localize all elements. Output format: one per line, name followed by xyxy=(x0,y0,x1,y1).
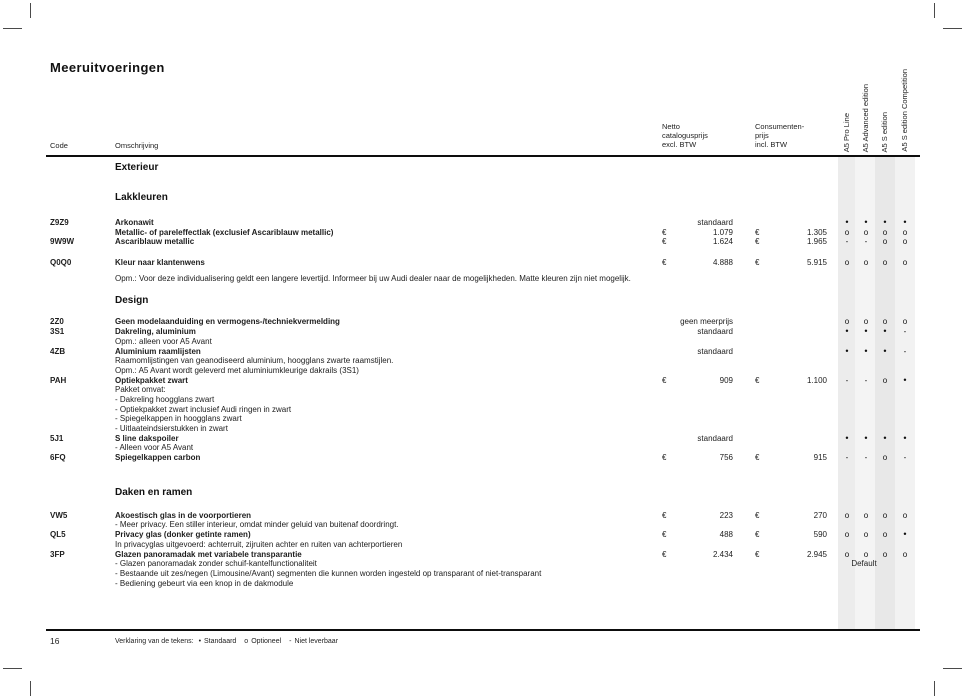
option-name: Privacy glas (donker getinte ramen) xyxy=(115,530,251,540)
option-name: Ascariblauw metallic xyxy=(115,237,195,247)
euro-sign-net: € xyxy=(662,549,667,559)
consumer-price-value: 5.915 xyxy=(806,258,827,268)
table-row xyxy=(46,530,920,549)
availability-a5-s-edition-competition: • xyxy=(903,217,907,227)
column-header-net-price xyxy=(662,122,708,150)
table-row xyxy=(46,550,920,589)
price-label: geen meerprijs xyxy=(680,317,733,327)
legend-text-optioneel: Optioneel xyxy=(251,638,282,645)
legend-symbol-standaard: • xyxy=(198,638,202,645)
option-note: - Spiegelkappen in hoogglans zwart xyxy=(115,414,242,424)
net-price-value: 2.434 xyxy=(712,549,733,559)
availability-a5-pro-line: - xyxy=(845,375,849,385)
euro-sign-consumer: € xyxy=(755,237,760,247)
option-code: 5J1 xyxy=(50,433,64,443)
consumer-price-line: incl. BTW xyxy=(755,140,788,150)
option-line xyxy=(46,237,920,247)
availability-a5-s-edition-competition: o xyxy=(902,227,908,237)
table-header-rule xyxy=(46,155,920,157)
option-note: - Optiekpakket zwart inclusief Audi ringen in zwart xyxy=(115,404,292,414)
availability-a5-s-edition: o xyxy=(882,375,888,385)
net-price-value: 4.888 xyxy=(712,258,733,268)
crop-mark-top-left-horizontal xyxy=(3,28,22,29)
availability-a5-s-edition-competition: o xyxy=(902,258,908,268)
option-note: Opm.: A5 Avant wordt geleverd met aluminiumkleurige dakrails (3S1) xyxy=(115,365,359,375)
option-code: QL5 xyxy=(50,530,66,540)
column-header-consumer-price xyxy=(755,122,804,150)
column-header-model-a5-s-edition-competition: A5 S edition Competition xyxy=(900,69,909,152)
option-name: Dakreling, aluminium xyxy=(115,327,196,337)
option-note: - Bestaande uit zes/negen (Limousine/Avant) segmenten die kunnen worden ingesteld op transparant of niet-transparant xyxy=(115,568,542,578)
availability-a5-pro-line: o xyxy=(844,258,850,268)
section-daken-en-ramen xyxy=(46,487,920,589)
availability-a5-s-edition: o xyxy=(882,237,888,247)
option-note-line xyxy=(46,337,920,347)
option-code: Q0Q0 xyxy=(50,258,72,268)
option-note-line xyxy=(46,579,920,589)
option-code: 4ZB xyxy=(50,346,66,356)
table-row xyxy=(46,218,920,228)
availability-a5-advanced-edition: o xyxy=(863,530,869,540)
option-note: Opm.: alleen voor A5 Avant xyxy=(115,336,212,346)
option-note-line xyxy=(46,520,920,530)
option-code: 2Z0 xyxy=(50,317,64,327)
crop-mark-bottom-right-vertical xyxy=(934,681,935,696)
availability-a5-advanced-edition: - xyxy=(864,237,868,247)
option-line xyxy=(46,530,920,540)
option-note-line xyxy=(46,414,920,424)
availability-a5-pro-line: - xyxy=(845,453,849,463)
euro-sign-net: € xyxy=(662,375,667,385)
consumer-price-value: 1.305 xyxy=(806,227,827,237)
option-line xyxy=(46,434,920,444)
option-note-line xyxy=(46,385,920,395)
section-heading: Daken en ramen xyxy=(115,486,193,498)
availability-a5-pro-line: • xyxy=(845,217,849,227)
legend-text-standaard: Standaard xyxy=(204,638,237,645)
availability-a5-s-edition: • xyxy=(883,345,887,356)
column-header-model-a5-advanced-edition: A5 Advanced edition xyxy=(861,83,870,152)
consumer-price-value: 590 xyxy=(813,530,827,540)
availability-a5-s-edition: o xyxy=(882,453,888,463)
availability-a5-advanced-edition: o xyxy=(863,317,869,327)
net-price-line: Netto xyxy=(662,122,680,131)
availability-a5-s-edition: o xyxy=(882,510,888,520)
table-row xyxy=(46,511,920,530)
euro-sign-net: € xyxy=(662,237,667,247)
availability-a5-s-edition-competition: • xyxy=(903,432,907,443)
availability-a5-pro-line: o xyxy=(844,510,850,520)
availability-a5-advanced-edition: - xyxy=(864,453,868,463)
availability-a5-advanced-edition: • xyxy=(864,217,868,227)
option-line xyxy=(46,376,920,386)
euro-sign-net: € xyxy=(662,530,667,540)
column-header-model-a5-s-edition: A5 S edition xyxy=(880,111,889,152)
table-row xyxy=(46,228,920,238)
availability-a5-s-edition-competition: o xyxy=(902,317,908,327)
option-note-line xyxy=(46,356,920,366)
option-note-line xyxy=(46,559,920,569)
section-design xyxy=(46,295,920,462)
option-note-line xyxy=(46,569,920,579)
option-note-line xyxy=(46,405,920,415)
page-title: Meeruitvoeringen xyxy=(50,60,165,75)
euro-sign-consumer: € xyxy=(755,258,760,268)
euro-sign-net: € xyxy=(662,510,667,520)
option-note: - Alleen voor A5 Avant xyxy=(115,443,194,453)
crop-mark-top-right-horizontal xyxy=(943,28,962,29)
option-name: Akoestisch glas in de voorportieren xyxy=(115,510,252,520)
section-heading: Design xyxy=(115,295,149,307)
option-note: In privacyglas uitgevoerd: achterruit, zijruiten achter en ruiten van achterportieren xyxy=(115,539,403,549)
consumer-price-value: 1.100 xyxy=(806,375,827,385)
crop-mark-top-right-vertical xyxy=(934,3,935,18)
consumer-price-value: 1.965 xyxy=(806,237,827,247)
availability-a5-s-edition: • xyxy=(883,432,887,443)
availability-a5-s-edition-competition: • xyxy=(903,529,907,540)
availability-a5-pro-line: o xyxy=(844,530,850,540)
net-price-value: 756 xyxy=(719,453,733,463)
option-name: Glazen panoramadak met variabele transparantie xyxy=(115,549,302,559)
euro-sign-net: € xyxy=(662,227,667,237)
price-label: standaard xyxy=(697,327,733,337)
crop-mark-top-left-vertical xyxy=(30,3,31,18)
table-row xyxy=(46,347,920,376)
availability-a5-pro-line: o xyxy=(844,317,850,327)
availability-a5-s-edition: o xyxy=(882,530,888,540)
option-line xyxy=(46,511,920,521)
option-name: Spiegelkappen carbon xyxy=(115,453,201,463)
option-note-line xyxy=(46,366,920,376)
price-label: standaard xyxy=(697,346,733,356)
option-note: - Glazen panoramadak zonder schuif-kantelfunctionaliteit xyxy=(115,559,317,569)
section-heading: Exterieur xyxy=(115,162,159,173)
section-heading: Lakkleuren xyxy=(115,192,168,203)
default-label: Default xyxy=(851,559,877,569)
consumer-price-value: 915 xyxy=(813,453,827,463)
table-body xyxy=(46,158,920,588)
availability-a5-advanced-edition: o xyxy=(863,510,869,520)
option-code: VW5 xyxy=(50,510,68,520)
availability-a5-s-edition-competition: o xyxy=(902,510,908,520)
option-note-line xyxy=(46,424,920,434)
availability-a5-pro-line: • xyxy=(845,432,849,443)
availability-a5-s-edition: o xyxy=(882,227,888,237)
option-code: 9W9W xyxy=(50,237,74,247)
price-label: standaard xyxy=(697,433,733,443)
availability-a5-pro-line: • xyxy=(845,326,849,337)
crop-mark-bottom-left-vertical xyxy=(30,681,31,696)
option-note-line xyxy=(46,395,920,405)
availability-a5-advanced-edition: - xyxy=(864,375,868,385)
availability-a5-s-edition-competition: o xyxy=(902,549,908,559)
option-name: Metallic- of pareleffectlak (exclusief Ascariblauw metallic) xyxy=(115,227,334,237)
net-price-value: 1.079 xyxy=(712,227,733,237)
option-note: Raamomlijstingen van geanodiseerd aluminium, hoogglans zwarte raamstijlen. xyxy=(115,356,394,366)
option-name: Optiekpakket zwart xyxy=(115,375,188,385)
net-price-value: 488 xyxy=(719,530,733,540)
option-note: - Meer privacy. Een stiller interieur, omdat minder geluid van buitenaf doordringt. xyxy=(115,520,399,530)
consumer-price-line: prijs xyxy=(755,131,769,141)
consumer-price-value: 270 xyxy=(813,510,827,520)
availability-a5-s-edition: • xyxy=(883,217,887,227)
option-line xyxy=(46,258,920,268)
table-row xyxy=(46,327,920,346)
table-row xyxy=(46,453,920,463)
availability-a5-pro-line: o xyxy=(844,549,850,559)
availability-a5-s-edition-competition: o xyxy=(902,237,908,247)
option-note-line xyxy=(46,274,920,284)
option-note: Opm.: Voor deze individualisering geldt een langere levertijd. Informeer bij uw Audi dealer naar de mogelijkheden. Matte kleuren zijn niet mogelijk. xyxy=(115,273,631,283)
option-name: Arkonawit xyxy=(115,218,154,227)
option-name: Kleur naar klantenwens xyxy=(115,258,205,268)
column-header-code: Code xyxy=(50,141,68,150)
availability-a5-advanced-edition: • xyxy=(864,432,868,443)
table-row xyxy=(46,258,920,283)
legend-text-niet-leverbaar: Niet leverbaar xyxy=(294,638,339,645)
availability-a5-pro-line: o xyxy=(844,227,850,237)
availability-a5-advanced-edition: • xyxy=(864,326,868,337)
euro-sign-consumer: € xyxy=(755,453,760,463)
consumer-price-value: 2.945 xyxy=(806,549,827,559)
option-note: - Dakreling hoogglans zwart xyxy=(115,394,215,404)
option-code: PAH xyxy=(50,375,67,385)
euro-sign-consumer: € xyxy=(755,375,760,385)
column-header-model-a5-pro-line: A5 Pro Line xyxy=(842,112,851,152)
crop-mark-bottom-left-horizontal xyxy=(3,668,22,669)
option-note-line xyxy=(46,540,920,550)
consumer-price-line: Consumenten- xyxy=(755,122,805,131)
legend-label: Verklaring van de tekens: xyxy=(115,638,194,645)
availability-a5-advanced-edition: o xyxy=(863,227,869,237)
option-name: Aluminium raamlijsten xyxy=(115,346,201,356)
euro-sign-consumer: € xyxy=(755,227,760,237)
option-code: Z9Z9 xyxy=(50,218,69,227)
legend-symbol-optioneel: o xyxy=(244,638,249,645)
symbol-legend xyxy=(115,638,344,645)
option-note: Pakket omvat: xyxy=(115,385,166,395)
option-note-line xyxy=(46,443,920,453)
net-price-line: excl. BTW xyxy=(662,140,697,150)
availability-a5-s-edition-competition: - xyxy=(903,346,907,356)
availability-a5-advanced-edition: • xyxy=(864,345,868,356)
table-bottom-rule xyxy=(46,629,920,631)
net-price-value: 909 xyxy=(719,375,733,385)
option-note: - Bediening gebeurt via een knop in de dakmodule xyxy=(115,578,294,588)
availability-a5-s-edition: o xyxy=(882,549,888,559)
option-line xyxy=(46,550,920,560)
euro-sign-net: € xyxy=(662,453,667,463)
option-line xyxy=(46,228,920,238)
net-price-value: 223 xyxy=(719,510,733,520)
option-code: 6FQ xyxy=(50,453,66,463)
price-label: standaard xyxy=(697,218,733,227)
crop-mark-bottom-right-horizontal xyxy=(943,668,962,669)
euro-sign-consumer: € xyxy=(755,549,760,559)
option-line xyxy=(46,347,920,357)
availability-a5-pro-line: • xyxy=(845,345,849,356)
availability-a5-s-edition-competition: • xyxy=(903,374,907,385)
option-name: S line dakspoiler xyxy=(115,433,179,443)
availability-a5-s-edition-competition: - xyxy=(903,327,907,337)
section-exterieur xyxy=(46,162,920,174)
table-row xyxy=(46,237,920,247)
euro-sign-consumer: € xyxy=(755,530,760,540)
table-row xyxy=(46,376,920,434)
net-price-value: 1.624 xyxy=(712,237,733,247)
table-row xyxy=(46,317,920,327)
availability-a5-advanced-edition: o xyxy=(863,549,869,559)
availability-a5-s-edition-competition: - xyxy=(903,453,907,463)
legend-symbol-niet-leverbaar: - xyxy=(289,638,292,645)
option-name: Geen modelaanduiding en vermogens-/techniekvermelding xyxy=(115,317,340,327)
page-number: 16 xyxy=(50,636,60,646)
option-line xyxy=(46,317,920,327)
column-header-description: Omschrijving xyxy=(115,141,159,150)
option-code: 3S1 xyxy=(50,327,65,337)
availability-a5-s-edition: o xyxy=(882,317,888,327)
availability-a5-s-edition: • xyxy=(883,326,887,337)
availability-a5-pro-line: - xyxy=(845,237,849,247)
option-code: 3FP xyxy=(50,549,65,559)
option-line xyxy=(46,327,920,337)
availability-a5-advanced-edition: o xyxy=(863,258,869,268)
option-note: - Uitlaateindsierstukken in zwart xyxy=(115,424,228,433)
euro-sign-consumer: € xyxy=(755,510,760,520)
availability-a5-s-edition: o xyxy=(882,258,888,268)
table-row xyxy=(46,434,920,453)
option-line xyxy=(46,453,920,463)
section-lakkleuren xyxy=(46,192,920,283)
euro-sign-net: € xyxy=(662,258,667,268)
net-price-line: catalogusprijs xyxy=(662,131,708,141)
option-line xyxy=(46,218,920,228)
